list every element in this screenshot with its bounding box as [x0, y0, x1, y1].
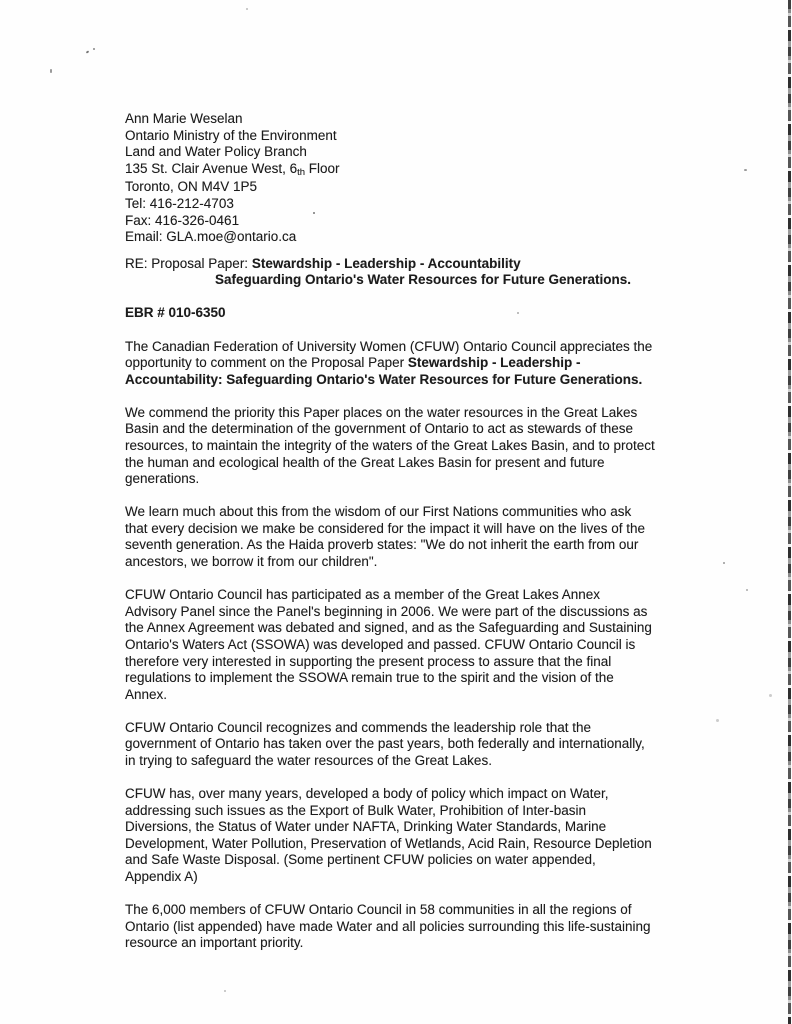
scan-speck: [517, 312, 519, 314]
text-line: resources, to maintain the integrity of the waters of the Great Lakes Basin, and to protect: [125, 438, 655, 453]
text-line: Advisory Panel since the Panel's beginning in 2006. We were part of the discussions as: [125, 603, 648, 619]
paragraph-5: [125, 720, 697, 770]
text-line: regulations to implement the SSOWA remain true to the spirit and the vision of the: [125, 670, 614, 686]
text-line: seventh generation. As the Haida proverb states: "We do not inherit the earth from our: [125, 537, 639, 553]
scan-speck: [50, 69, 52, 73]
scan-speck: [723, 562, 725, 564]
subject-block: [125, 256, 697, 289]
text-line: Appendix A): [125, 869, 198, 885]
ebr-number: EBR # 010-6350: [125, 305, 226, 321]
recipient-street: [125, 161, 697, 180]
recipient-name: Ann Marie Weselan: [125, 111, 243, 126]
recipient-city: Toronto, ON M4V 1P5: [125, 179, 258, 195]
scan-speck: [716, 719, 719, 722]
subject-title-1: Stewardship - Leadership - Accountability: [251, 255, 521, 271]
scan-speck: [86, 50, 90, 53]
scan-speck: [746, 589, 748, 591]
paragraph-4: [125, 587, 697, 703]
text-line: The Canadian Federation of University Women (CFUW) Ontario Council appreciates the: [125, 338, 653, 354]
text-line: Basin and the determination of the government of Ontario to act as stewards of these: [125, 421, 634, 437]
letter-body: [125, 111, 697, 968]
scan-speck: [93, 48, 95, 50]
paragraph-2: [125, 405, 697, 488]
recipient-tel: Tel: 416-212-4703: [125, 195, 234, 211]
text-line: the human and ecological health of the Great Lakes Basin for present and future: [125, 454, 605, 470]
text-line: The 6,000 members of CFUW Ontario Council in 58 communities in all the regions of: [125, 902, 632, 918]
scan-speck: [246, 8, 248, 10]
text-line: the Annex Agreement was debated and signed, and as the Safeguarding and Sustaining: [125, 620, 652, 636]
street-ordinal: th: [297, 166, 306, 178]
subject-prefix: RE: Proposal Paper:: [125, 255, 252, 271]
text-line: CFUW Ontario Council recognizes and commends the leadership role that the: [125, 719, 591, 735]
text-line: that every decision we make be considered for the impact it will have on the lives of the: [125, 520, 646, 536]
scan-speck: [313, 212, 315, 214]
street-prefix: 135 St. Clair Avenue West, 6: [125, 160, 298, 176]
paragraph-3: [125, 504, 697, 570]
subject-line-2: Safeguarding Ontario's Water Resources for Future Generations.: [215, 272, 632, 288]
recipient-org: Ontario Ministry of the Environment: [125, 127, 337, 143]
text-line: Accountability: Safeguarding Ontario's Water Resources for Future Generations.: [125, 371, 643, 387]
scan-edge-artifact: [788, 0, 791, 1024]
text-line: Ontario's Waters Act (SSOWA) was developed and passed. CFUW Ontario Council is: [125, 636, 636, 652]
text-line: generations.: [125, 471, 200, 487]
paragraph-7: [125, 902, 697, 952]
recipient-address: [125, 111, 697, 246]
paragraph-1: [125, 339, 697, 389]
p1-line2-bold: Stewardship - Leadership -: [407, 355, 581, 371]
scan-speck: [769, 694, 772, 697]
text-line: therefore very interested in supporting the present process to assure that the final: [125, 653, 612, 669]
text-line: resource an important priority.: [125, 935, 304, 951]
p1-line2-normal: opportunity to comment on the Proposal Paper: [125, 355, 408, 371]
text-line: ancestors, we borrow it from our children".: [125, 554, 378, 570]
recipient-email: Email: GLA.moe@ontario.ca: [125, 229, 297, 245]
text-line: [125, 355, 697, 372]
text-line: CFUW has, over many years, developed a body of policy which impact on Water,: [125, 786, 609, 802]
text-line: in trying to safeguard the water resources of the Great Lakes.: [125, 753, 492, 768]
scan-speck: [224, 990, 226, 992]
text-line: addressing such issues as the Export of Bulk Water, Prohibition of Inter-basin: [125, 802, 586, 818]
street-suffix: Floor: [305, 160, 340, 176]
text-line: Diversions, the Status of Water under NAFTA, Drinking Water Standards, Marine: [125, 819, 607, 835]
paragraph-6: [125, 786, 697, 886]
recipient-fax: Fax: 416-326-0461: [125, 212, 240, 228]
recipient-branch: Land and Water Policy Branch: [125, 144, 307, 160]
text-line: We commend the priority this Paper places on the water resources in the Great Lakes: [125, 404, 638, 420]
text-line: We learn much about this from the wisdom of our First Nations communities who ask: [125, 504, 632, 520]
text-line: Ontario (list appended) have made Water and all policies surrounding this life-sustaining: [125, 918, 651, 934]
text-line: government of Ontario has taken over the past years, both federally and internationally,: [125, 736, 645, 752]
text-line: CFUW Ontario Council has participated as a member of the Great Lakes Annex: [125, 587, 600, 603]
scan-speck: [744, 169, 747, 171]
text-line: Development, Water Pollution, Preservation of Wetlands, Acid Rain, Resource Depletion: [125, 835, 652, 851]
text-line: Annex.: [125, 686, 168, 702]
subject-line-1: [125, 256, 697, 273]
text-line: and Safe Waste Disposal. (Some pertinent CFUW policies on water appended,: [125, 852, 596, 868]
